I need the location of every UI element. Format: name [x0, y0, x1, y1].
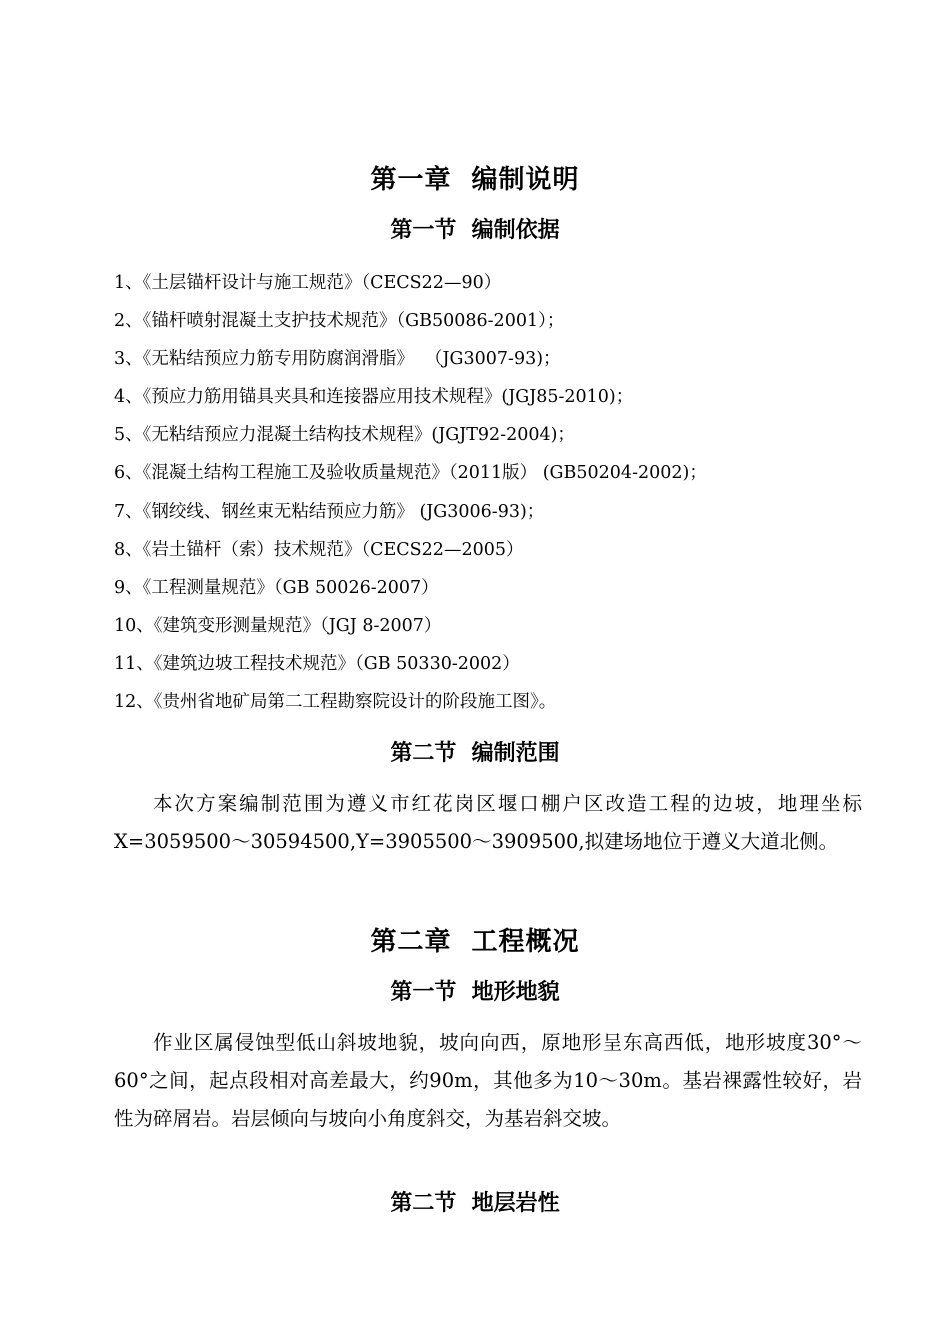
chapter-1-section-2-title: 第二节 编制范围	[390, 740, 560, 766]
reference-item: 11、《建筑边坡工程技术规范》（GB 50330-2002）	[114, 653, 520, 674]
reference-item: 3、《无粘结预应力筋专用防腐润滑脂》 （JG3007-93)；	[114, 349, 561, 370]
reference-list	[114, 268, 914, 725]
chapter-2-title: 第二章 工程概况	[370, 927, 580, 957]
reference-item: 10、《建筑变形测量规范》（JGJ 8-2007）	[114, 615, 442, 636]
chapter-1-section-1-title: 第一节 编制依据	[390, 217, 560, 243]
terrain-paragraph: 作业区属侵蚀型低山斜坡地貌，坡向向西，原地形呈东高西低，地形坡度30°～60°之间，起点段相对高差最大，约90m，其他多为10～30m。基岩裸露性较好，岩性为碎屑岩。岩层倾向与坡向小角度斜交，为基岩斜交坡。	[114, 1031, 862, 1130]
scope-paragraph: 本次方案编制范围为遵义市红花岗区堰口棚户区改造工程的边坡，地理坐标X=3059500～30594500,Y=3905500～3909500,拟建场地位于遵义大道北侧。	[114, 792, 862, 853]
chapter-2-section-2-title: 第二节 地层岩性	[390, 1190, 560, 1216]
reference-item: 8、《岩土锚杆（索）技术规范》（CECS22—2005）	[114, 539, 524, 560]
reference-item: 2、《锚杆喷射混凝土支护技术规范》（GB50086-2001）；	[114, 311, 565, 332]
reference-item: 12、《贵州省地矿局第二工程勘察院设计的阶段施工图》。	[114, 692, 557, 713]
chapter-2-section-1-title: 第一节 地形地貌	[390, 979, 560, 1005]
reference-item: 1、《土层锚杆设计与施工规范》（CECS22—90）	[114, 273, 502, 293]
chapter-1-title: 第一章 编制说明	[370, 165, 580, 195]
reference-item: 5、《无粘结预应力混凝土结构技术规程》(JGJT92-2004)；	[114, 425, 575, 446]
reference-item: 6、《混凝土结构工程施工及验收质量规范》（2011版） (GB50204-2002)；	[114, 463, 707, 484]
reference-item: 4、《预应力筋用锚具夹具和连接器应用技术规程》(JGJ85-2010)；	[114, 387, 634, 408]
reference-item: 9、《工程测量规范》（GB 50026-2007）	[114, 577, 439, 598]
reference-item: 7、《钢绞线、钢丝束无粘结预应力筋》 (JG3006-93)；	[114, 501, 545, 522]
